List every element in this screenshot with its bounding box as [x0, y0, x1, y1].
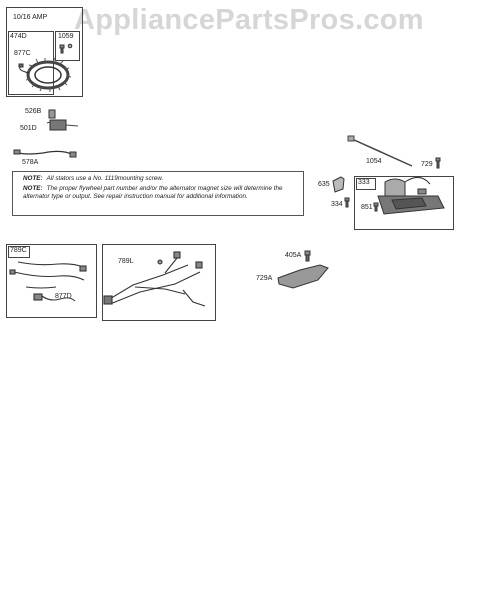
part-1054-label[interactable]: 1054 [366, 158, 382, 165]
armature-333 [378, 177, 444, 214]
screw-1059 [60, 44, 72, 53]
screw-851 [374, 203, 378, 211]
note-1-tag: NOTE: [23, 175, 43, 182]
note-1-text: All stators use a No. 1119mounting screw. [46, 175, 164, 182]
watermark: AppliancePartsPros.com [74, 4, 424, 36]
screw-405a [305, 251, 310, 261]
part-729a-label[interactable]: 729A [256, 275, 273, 282]
part-474d-label[interactable]: 474D [10, 33, 27, 40]
part-877c-label[interactable]: 877C [14, 50, 31, 57]
part-501d-label[interactable]: 501D [20, 125, 37, 132]
wires-789c [10, 262, 86, 301]
part-851-label[interactable]: 851 [361, 204, 373, 211]
part-729-label[interactable]: 729 [421, 161, 433, 168]
part-635-label[interactable]: 635 [318, 181, 330, 188]
diode-501d [47, 110, 78, 130]
stator-group-title: 10/16 AMP [13, 14, 48, 21]
part-405a-label[interactable]: 405A [285, 252, 302, 259]
part-578a-label[interactable]: 578A [22, 159, 39, 166]
part-789c-label[interactable]: 789C [10, 247, 27, 254]
stator-ring-877c [19, 58, 71, 92]
note-2-tag: NOTE: [23, 185, 43, 192]
part-526b-label[interactable]: 526B [25, 108, 42, 115]
cable-tie-1054 [348, 136, 412, 166]
wire-578a [14, 150, 76, 157]
shroud-729a [278, 265, 328, 288]
harness-789l [104, 252, 205, 306]
part-333-label[interactable]: 333 [358, 179, 370, 186]
bracket-635 [333, 177, 344, 192]
screw-334 [345, 198, 349, 207]
part-334-label[interactable]: 334 [331, 201, 343, 208]
part-789l-label[interactable]: 789L [118, 258, 134, 265]
note-2-text: The proper flywheel part number and/or the alternator magnet size will determine the alternator type or output. See repair instruction manual for additional information. [23, 185, 283, 200]
screw-729 [436, 158, 440, 168]
part-1059-label[interactable]: 1059 [58, 33, 74, 40]
part-877d-label[interactable]: 877D [55, 293, 72, 300]
